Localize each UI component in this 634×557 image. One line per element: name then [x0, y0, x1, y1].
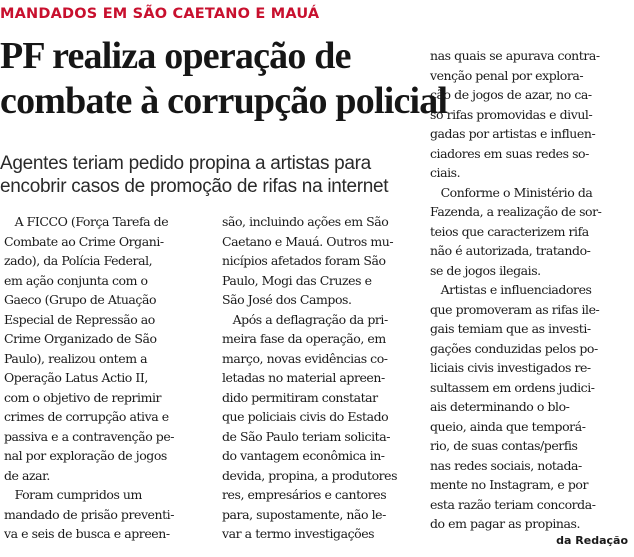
article-text-line: ção de jogos de azar, no ca- — [430, 87, 592, 102]
article-text-line: março, novas evidências co- — [222, 350, 388, 366]
article-text-line: mandado de prisão preventi- — [4, 506, 175, 522]
article-text-line: gações conduzidas pelos po- — [430, 340, 598, 356]
article-text-line: Conforme o Ministério da — [430, 184, 593, 200]
article-text-line: de São Paulo teriam solicita- — [222, 428, 390, 444]
article-text-line: se de jogos ilegais. — [430, 262, 541, 278]
article-text-line: são, incluindo ações em São — [222, 214, 389, 229]
article-text-line: passiva e a contravenção pe- — [4, 428, 175, 444]
article-text-line: Após a deflagração da pri- — [222, 311, 388, 327]
article-text-line: que promoveram as rifas ile- — [430, 301, 600, 317]
article-text-line: Operação Latus Actio II, — [4, 370, 148, 385]
article-text-line: gadas por artistas e influen- — [430, 126, 596, 141]
article-text-line: ciais. — [430, 165, 461, 180]
article-text-line: Foram cumpridos um — [4, 487, 142, 502]
article-text-line: nas redes sociais, notada- — [430, 457, 582, 473]
article-text-line: Caetano e Mauá. Outros mu- — [222, 233, 394, 249]
article-text-line: Especial de Repressão ao — [4, 311, 155, 327]
article-text-line: nicípios afetados foram São — [222, 253, 386, 268]
article-text-line: var a termo investigações — [222, 526, 375, 541]
article-text-line: zado), da Polícia Federal, — [4, 253, 153, 268]
article-text-line: gais temiam que as investi- — [430, 321, 591, 336]
article-text-line: A FICCO (Força Tarefa de — [4, 214, 169, 229]
article-text-line: res, empresários e cantores — [222, 487, 387, 502]
author-credit: da Redação — [556, 534, 628, 547]
article-text-line: Crime Organizado de São — [4, 331, 157, 346]
article-text-line: sultassem em ordens judici- — [430, 379, 595, 395]
article-text-line: com o objetivo de reprimir — [4, 389, 162, 405]
article-text-line: para, supostamente, não le- — [222, 506, 386, 522]
article-column-1 — [4, 212, 204, 544]
article-text-line: venção penal por explora- — [430, 67, 584, 83]
article-text-line: queio, ainda que temporá- — [430, 418, 586, 434]
article-text-line: Fazenda, a realização de sor- — [430, 204, 602, 219]
headline-line: combate à corrupção policial — [0, 80, 448, 122]
article-text-line: teios que caracterizem rifa — [430, 223, 589, 239]
article-text-line: crimes de corrupção ativa e — [4, 409, 169, 424]
headline — [0, 34, 448, 124]
article-text-line: letadas no material apreen- — [222, 370, 385, 385]
article-text-line: va e seis de busca e apreen- — [4, 526, 170, 541]
subheadline — [0, 152, 420, 198]
article-text-line: mente no Instagram, e por — [430, 477, 588, 492]
article-text-line: em ação conjunta com o — [4, 272, 148, 288]
article-text-line: meira fase da operação, em — [222, 331, 386, 346]
article-text-line: que policiais civis do Estado — [222, 409, 389, 424]
article-text-line: dido permitiram constatar — [222, 389, 378, 405]
article-text-line: Paulo), realizou ontem a — [4, 350, 148, 366]
headline-line: PF realiza operação de — [0, 35, 351, 77]
article-text-line: não é autorizada, tratando- — [430, 243, 591, 258]
article-column-3 — [430, 46, 630, 534]
article-text-line: ciadores em suas redes so- — [430, 145, 589, 161]
article-text-line: devida, propina, a produtores — [222, 467, 398, 483]
article-text-line: ais determinando o blo- — [430, 399, 570, 414]
article-text-line: Artistas e influenciadores — [430, 282, 592, 297]
article-text-line: de azar. — [4, 467, 50, 483]
article-text-line: rio, de suas contas/perfis — [430, 438, 578, 453]
subheadline-line: Agentes teriam pedido propina a artistas para — [0, 153, 371, 174]
kicker: MANDADOS EM SÃO CAETANO E MAUÁ — [0, 6, 320, 22]
article-text-line: esta razão teriam concorda- — [430, 496, 596, 512]
article-text-line: so rifas promovidas e divul- — [430, 106, 593, 122]
article-text-line: nal por exploração de jogos — [4, 448, 167, 463]
article-text-line: do vantagem econômica in- — [222, 448, 385, 463]
article-text-line: São José dos Campos. — [222, 292, 352, 307]
article-column-2 — [222, 212, 422, 544]
article-text-line: Paulo, Mogi das Cruzes e — [222, 272, 372, 288]
article-text-line: nas quais se apurava contra- — [430, 48, 600, 63]
article-text-line: liciais civis investigados re- — [430, 360, 591, 375]
article-text-line: Combate ao Crime Organi- — [4, 233, 164, 249]
article-text-line: Gaeco (Grupo de Atuação — [4, 292, 157, 307]
article-text-line: do em pagar as propinas. — [430, 516, 581, 531]
subheadline-line: encobrir casos de promoção de rifas na internet — [0, 176, 389, 197]
